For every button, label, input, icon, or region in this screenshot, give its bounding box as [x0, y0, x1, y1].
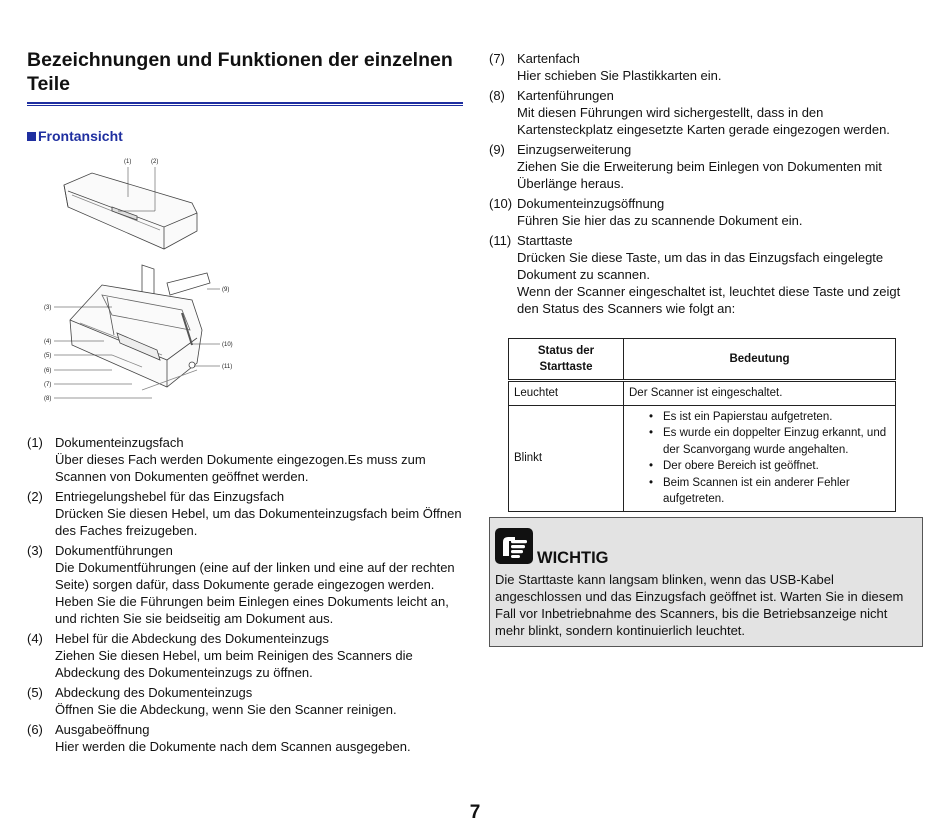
bullet-list	[629, 409, 890, 508]
callout-6: (6)	[44, 368, 52, 374]
closed-scanner-illustration	[64, 167, 197, 249]
part-item: (7) Kartenfach Hier schieben Sie Plastikkarten ein.	[489, 51, 722, 83]
list-item: • Es wurde ein doppelter Einzug erkannt, und der Scanvorgang wurde angehalten.	[649, 425, 890, 458]
part-item: (8) Kartenführungen Mit diesen Führungen wird sichergestellt, dass in den Kartensteckplatz eingesetzte Karten gerade eingezogen werden.	[489, 88, 890, 137]
callout-2: (2)	[151, 159, 159, 165]
open-scanner-illustration	[70, 265, 210, 390]
callout-9: (9)	[222, 287, 230, 293]
part-item: (1) Dokumenteinzugsfach Über dieses Fach werden Dokumente eingezogen.Es muss zum Scannen von Dokumenten geöffnet werden.	[27, 435, 426, 484]
page-title: Bezeichnungen und Funktionen der einzelnen Teile	[27, 49, 453, 95]
square-bullet-icon	[27, 132, 36, 141]
parts-list-left	[27, 434, 467, 758]
list-item: • Es ist ein Papierstau aufgetreten.	[649, 409, 890, 426]
section-heading-text: Frontansicht	[38, 128, 123, 144]
note-text: Die Starttaste kann langsam blinken, wenn das USB-Kabel angeschlossen und das Einzugsfach geöffnet ist. Warten Sie in diesem Fall vor Inbetriebnahme des Scanners, bis die Betriebsanzeige nicht mehr blinkt, sondern kontinuierlich leuchtet.	[495, 572, 904, 638]
parts-list-right	[489, 50, 919, 320]
table-cell: Leuchtet	[509, 381, 624, 406]
section-heading	[27, 128, 463, 144]
callout-8: (8)	[44, 396, 52, 402]
callout-5: (5)	[44, 353, 52, 359]
part-item: (10) Dokumenteinzugsöffnung Führen Sie hier das zu scannende Dokument ein.	[489, 196, 803, 228]
closed-scanner-callouts	[124, 159, 158, 165]
table-header: Status der Starttaste	[509, 339, 624, 381]
part-item: (5) Abdeckung des Dokumenteinzugs Öffnen Sie die Abdeckung, wenn Sie den Scanner reinigen.	[27, 685, 397, 717]
part-item: (9) Einzugserweiterung Ziehen Sie die Erweiterung beim Einlegen von Dokumenten mit Überlänge heraus.	[489, 142, 882, 191]
part-item: (6) Ausgabeöffnung Hier werden die Dokumente nach dem Scannen ausgegeben.	[27, 722, 411, 754]
part-item: (11) Starttaste Drücken Sie diese Taste, um das in das Einzugsfach eingelegte Dokument zu scannen. Wenn der Scanner eingeschaltet ist, leuchtet diese Taste und zeigt den Status des Scanners wie folgt an:	[489, 233, 901, 316]
callout-10: (10)	[222, 342, 233, 348]
list-item: • Der obere Bereich ist geöffnet.	[649, 458, 890, 475]
note-title: WICHTIG	[537, 549, 609, 567]
part-item: (4) Hebel für die Abdeckung des Dokumenteinzugs Ziehen Sie diesen Hebel, um beim Reinigen des Scanners die Abdeckung des Dokumenteinzugs zu öffnen.	[27, 631, 413, 680]
left-header	[27, 44, 463, 144]
callout-3: (3)	[44, 305, 52, 311]
callout-1: (1)	[124, 159, 132, 165]
hand-pointing-icon	[495, 528, 533, 564]
table-row	[509, 405, 896, 511]
table-header: Bedeutung	[624, 339, 896, 381]
part-item: (3) Dokumentführungen Die Dokumentführungen (eine auf der linken und eine auf der rechten Seite) sorgen dafür, dass Dokumente gerade eingezogen werden. Heben Sie die Führungen beim Einlegen eines Dokuments leicht an, und richten Sie sie beidseitig am Dokument aus.	[27, 543, 455, 626]
part-item: (2) Entriegelungshebel für das Einzugsfach Drücken Sie diesen Hebel, um das Dokumenteinzugsfach beim Öffnen des Faches freizugeben.	[27, 489, 462, 538]
title-rule	[27, 102, 463, 106]
callout-7: (7)	[44, 382, 52, 388]
table-cell: Der Scanner ist eingeschaltet.	[624, 381, 896, 406]
important-note	[489, 517, 923, 647]
status-table	[508, 338, 896, 512]
page-number: 7	[469, 802, 481, 823]
table-row	[509, 381, 896, 406]
scanner-figure	[42, 155, 242, 410]
callout-11: (11)	[222, 364, 233, 370]
list-item: • Beim Scannen ist ein anderer Fehler aufgetreten.	[649, 475, 890, 508]
table-cell: Blinkt	[509, 405, 624, 511]
table-cell	[624, 405, 896, 511]
callout-4: (4)	[44, 339, 52, 345]
